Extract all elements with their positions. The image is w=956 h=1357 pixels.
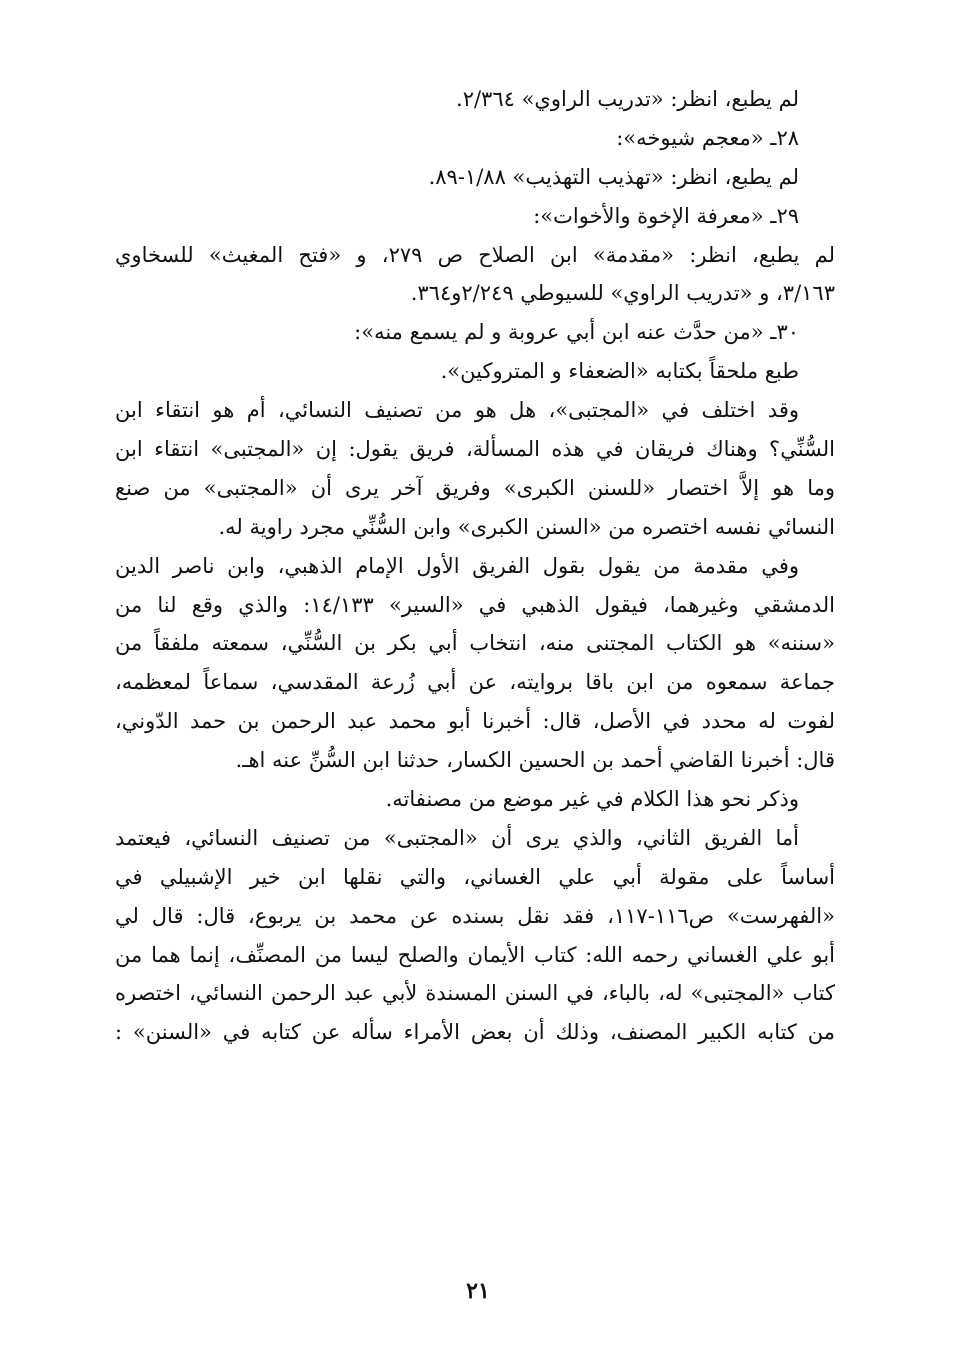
paragraph-line: «الفهرست» ص١١٦-١١٧، فقد نقل بسنده عن محمد بن يربوع، قال: قال لي	[115, 903, 835, 928]
paragraph-line: جماعة سمعوه من ابن باقا بروايته، عن أبي زُرعة المقدسي، سماعاً لمعظمه،	[115, 670, 835, 695]
paragraph-line: وما هو إلاَّ اختصار «للسنن الكبرى» وفريق آخر يرى أن «المجتبى» من صنع	[115, 475, 835, 500]
list-item-heading: ٢٩ـ «معرفة الإخوة والأخوات»:	[533, 203, 799, 228]
page-number: ٢١	[466, 1278, 490, 1304]
list-item-heading: ٢٨ـ «معجم شيوخه»:	[616, 125, 799, 150]
list-item-heading: ٣٠ـ «من حدَّث عنه ابن أبي عروبة و لم يسمع منه»:	[354, 320, 799, 345]
text-line: لم يطبع، انظر: «تهذيب التهذيب» ١/٨٨-٨٩.	[428, 164, 799, 189]
text-line: لم يطبع، انظر: «تدريب الراوي» ٢/٣٦٤.	[456, 87, 799, 111]
paragraph-line: السُّنِّي؟ وهناك فريقان في هذه المسألة، فريق يقول: إن «المجتبى» انتقاء ابن	[115, 437, 835, 462]
paragraph-line: كتاب «المجتبى» له، بالباء، في السنن المسندة لأبي عبد الرحمن النسائي، اختصره	[115, 981, 835, 1006]
text-line: ٣/١٦٣، و «تدريب الراوي» للسيوطي ٢/٢٤٩و٣٦٤.	[410, 281, 835, 306]
paragraph-line: وفي مقدمة من يقول بقول الفريق الأول الإمام الذهبي، وابن ناصر الدين	[115, 553, 799, 578]
paragraph-line: أساساً على مقولة أبي علي الغساني، والتي نقلها ابن خير الإشبيلي في	[115, 864, 835, 889]
paragraph-line: وذكر نحو هذا الكلام في غير موضع من مصنفاته.	[385, 787, 799, 812]
paragraph-line: الدمشقي وغيرهما، فيقول الذهبي في «السير» ١٤/١٣٣: والذي وقع لنا من	[115, 592, 835, 617]
paragraph-line: «سننه» هو الكتاب المجتنى منه، انتخاب أبي بكر بن السُّنِّي، سمعته ملفقاً من	[115, 631, 835, 656]
paragraph-line: وقد اختلف في «المجتبى»، هل هو من تصنيف النسائي، أم هو انتقاء ابن	[115, 398, 799, 423]
paragraph-line: من كتابه الكبير المصنف، وذلك أن بعض الأمراء سأله عن كتابه في «السنن» :	[115, 1020, 835, 1045]
paragraph-line: النسائي نفسه اختصره من «السنن الكبرى» وابن السُّنِّي مجرد راوية له.	[218, 514, 835, 539]
text-line: لم يطبع، انظر: «مقدمة» ابن الصلاح ص ٢٧٩، و «فتح المغيث» للسخاوي	[115, 242, 835, 267]
paragraph-line: لفوت له محدد في الأصل، قال: أخبرنا أبو محمد عبد الرحمن بن حمد الدّوني،	[115, 709, 835, 734]
body-text	[115, 80, 835, 1052]
paragraph-line: أبو علي الغساني رحمه الله: كتاب الأيمان والصلح ليسا من المصنِّف، إنما هما من	[115, 942, 835, 967]
paragraph-line: أما الفريق الثاني، والذي يرى أن «المجتبى» من تصنيف النسائي، فيعتمد	[115, 825, 799, 850]
text-line: طبع ملحقاً بكتابه «الضعفاء و المتروكين».	[440, 359, 799, 384]
paragraph-line: قال: أخبرنا القاضي أحمد بن الحسين الكسار، حدثنا ابن السُّنِّ عنه اهـ.	[235, 748, 835, 773]
